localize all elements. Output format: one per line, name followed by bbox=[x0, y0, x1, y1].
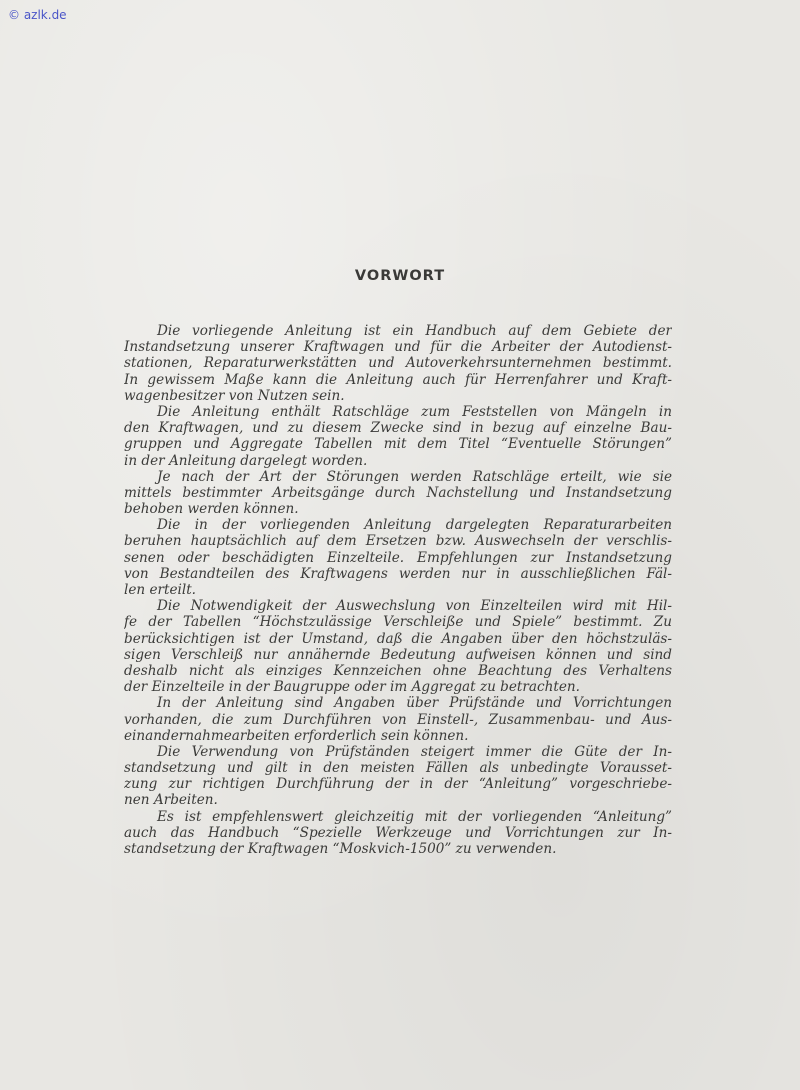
text-line: len erteilt. bbox=[124, 582, 196, 598]
text-line: gruppen und Aggregate Tabellen mit dem Titel “Eventuelle Störungen” bbox=[124, 436, 672, 453]
text-line: beruhen hauptsächlich auf dem Ersetzen bzw. Auswechseln der verschlis- bbox=[124, 533, 672, 550]
text-line: auch das Handbuch “Spezielle Werkzeuge und Vorrichtungen zur In- bbox=[124, 824, 672, 841]
text-line: deshalb nicht als einziges Kennzeichen ohne Beachtung des Verhaltens bbox=[124, 662, 672, 679]
text-line: wagenbesitzer von Nutzen sein. bbox=[124, 387, 345, 404]
text-line: in der Anleitung dargelegt worden. bbox=[124, 452, 368, 469]
text-line: zung zur richtigen Durchführung der in der “Anleitung” vorgeschriebe- bbox=[124, 776, 672, 793]
foreword-text bbox=[124, 323, 672, 857]
text-line: Je nach der Art der Störungen werden Ratschläge erteilt, wie sie bbox=[157, 468, 672, 485]
text-line: einandernahmearbeiten erforderlich sein können. bbox=[124, 727, 469, 744]
text-line: fe der Tabellen “Höchstzulässige Verschleiße und Spiele” bestimmt. Zu bbox=[124, 614, 672, 631]
text-line: Die vorliegende Anleitung ist ein Handbuch auf dem Gebiete der bbox=[157, 323, 672, 339]
text-line: Die Notwendigkeit der Auswechslung von Einzelteilen wird mit Hil- bbox=[157, 598, 672, 615]
text-line: senen oder beschädigten Einzelteile. Empfehlungen zur Instandsetzung bbox=[124, 549, 672, 566]
text-line: von Bestandteilen des Kraftwagens werden nur in ausschließlichen Fäl- bbox=[124, 565, 672, 582]
text-line: berücksichtigen ist der Umstand, daß die Angaben über den höchstzuläs- bbox=[124, 630, 672, 647]
text-line: standsetzung und gilt in den meisten Fällen als unbedingte Vorausset- bbox=[124, 760, 672, 777]
text-line: Instandsetzung unserer Kraftwagen und für die Arbeiter der Autodienst- bbox=[124, 339, 672, 356]
text-line: Die in der vorliegenden Anleitung dargelegten Reparaturarbeiten bbox=[157, 517, 672, 534]
text-line: sigen Verschleiß nur annähernde Bedeutung aufweisen können und sind bbox=[124, 646, 672, 663]
text-line: Es ist empfehlenswert gleichzeitig mit der vorliegenden “Anleitung” bbox=[157, 808, 672, 825]
text-line: In der Anleitung sind Angaben über Prüfstände und Vorrichtungen bbox=[157, 695, 672, 712]
text-line: den Kraftwagen, und zu diesem Zwecke sind in bezug auf einzelne Bau- bbox=[124, 420, 672, 437]
text-line: stationen, Reparaturwerkstätten und Autoverkehrsunternehmen bestimmt. bbox=[124, 355, 672, 372]
text-line: standsetzung der Kraftwagen “Moskvich-1500” zu verwenden. bbox=[124, 841, 557, 857]
text-line: mittels bestimmter Arbeitsgänge durch Nachstellung und Instandsetzung bbox=[124, 484, 672, 501]
watermark: © azlk.de bbox=[8, 8, 67, 22]
page-title: VORWORT bbox=[354, 268, 446, 284]
text-line: In gewissem Maße kann die Anleitung auch für Herrenfahrer und Kraft- bbox=[124, 371, 672, 388]
text-line: behoben werden können. bbox=[124, 501, 299, 518]
text-line: nen Arbeiten. bbox=[124, 792, 218, 809]
text-line: Die Anleitung enthält Ratschläge zum Feststellen von Mängeln in bbox=[157, 403, 672, 420]
text-line: vorhanden, die zum Durchführen von Einstell-, Zusammenbau- und Aus- bbox=[124, 711, 672, 728]
text-line: der Einzelteile in der Baugruppe oder im Aggregat zu betrachten. bbox=[124, 679, 580, 696]
text-line: Die Verwendung von Prüfständen steigert immer die Güte der In- bbox=[157, 743, 672, 760]
